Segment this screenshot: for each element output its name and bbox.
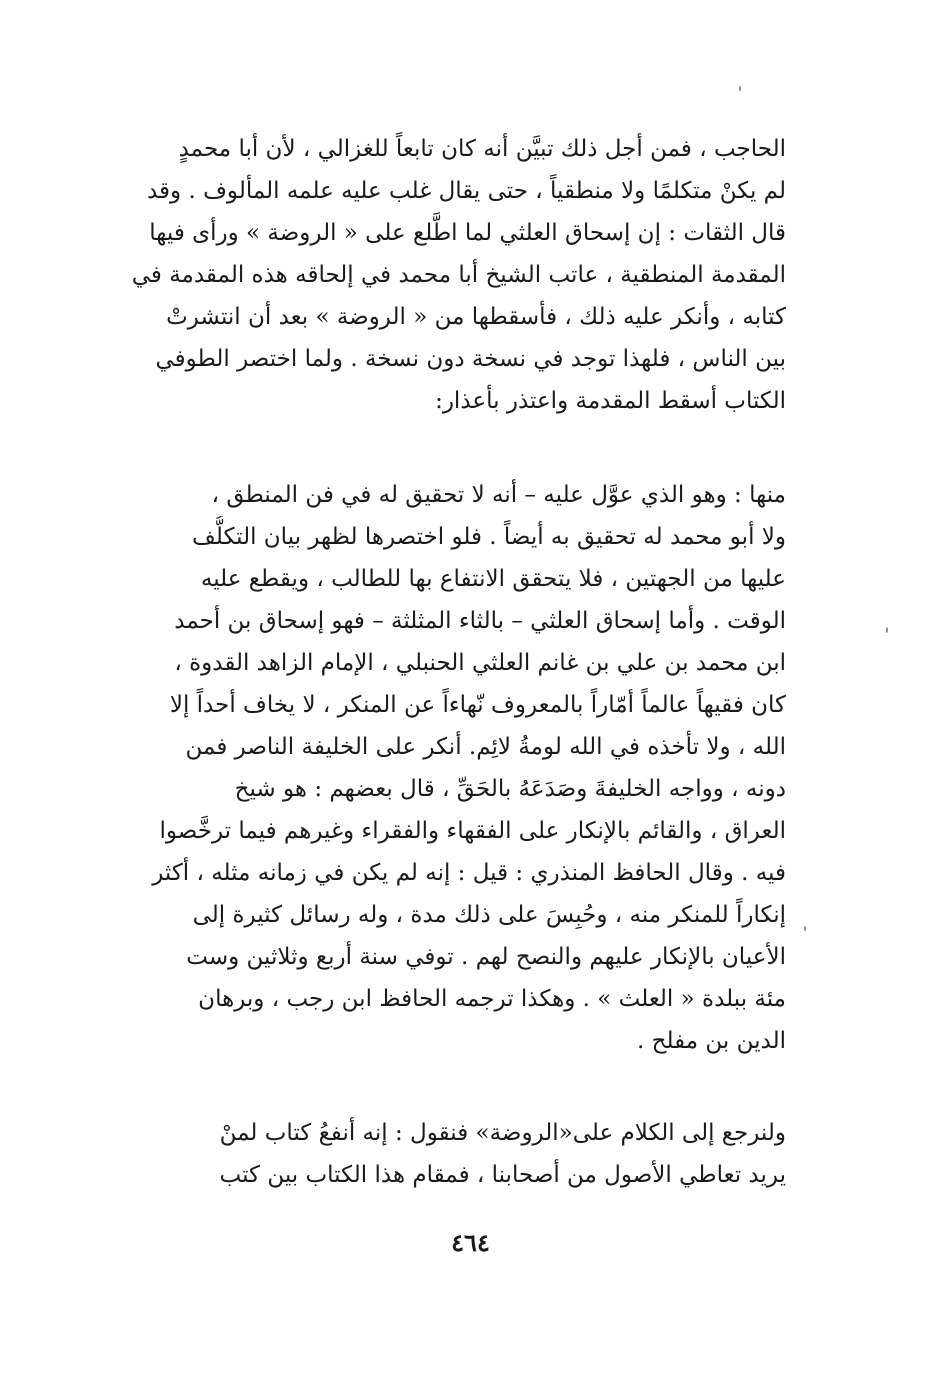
text-line: كان فقيهاً عالماً أمّاراً بالمعروف نّهاءاً عن المنكر ، لا يخاف أحداً إلا (169, 692, 786, 718)
text-line: كتابه ، وأنكر عليه ذلك ، فأسقطها من « الروضة » بعد أن انتشرتْ (166, 304, 786, 330)
paragraph-2 (96, 474, 786, 1062)
text-line: دونه ، وواجه الخليفةَ وصَدَعَهُ بالحَقِّ ، قال بعضهم : هو شيخ (234, 776, 786, 802)
page-number: ٤٦٤ (451, 1228, 490, 1257)
text-line: قال الثقات : إن إسحاق العلثي لما اطَّلع على « الروضة » ورأى فيها (149, 220, 786, 246)
scan-speck (804, 926, 806, 931)
text-line: عليها من الجهتين ، فلا يتحقق الانتفاع بها للطالب ، ويقطع عليه (200, 566, 786, 592)
text-line: منها : وهو الذي عوَّل عليه – أنه لا تحقيق له في فن المنطق ، (211, 482, 786, 508)
text-line: بين الناس ، فلهذا توجد في نسخة دون نسخة . ولما اختصر الطوفي (155, 346, 786, 372)
text-line: فيه . وقال الحافظ المنذري : قيل : إنه لم يكن في زمانه مثله ، أكثر (152, 860, 786, 886)
text-line: ابن محمد بن علي بن غانم العلثي الحنبلي ، الإمام الزاهد القدوة ، (174, 650, 786, 676)
text-line: مئة ببلدة « العلث » . وهكذا ترجمه الحافظ ابن رجب ، وبرهان (198, 986, 786, 1012)
text-line: يريد تعاطي الأصول من أصحابنا ، فمقام هذا الكتاب بين كتب (219, 1162, 786, 1188)
paragraph-1 (96, 128, 786, 422)
text-line: الله ، ولا تأخذه في الله لومةُ لائِم. أنكر على الخليفة الناصر فمن (185, 734, 786, 760)
text-line: ولا أبو محمد له تحقيق به أيضاً . فلو اختصرها لظهر بيان التكلُّف (192, 524, 786, 550)
text-line: ولنرجع إلى الكلام على«الروضة» فنقول : إنه أنفعُ كتاب لمنْ (219, 1120, 786, 1146)
text-line: الكتاب أسقط المقدمة واعتذر بأعذار: (435, 388, 786, 414)
text-line: الأعيان بالإنكار عليهم والنصح لهم . توفي سنة أربع وثلاثين وست (186, 944, 786, 970)
text-line: الوقت . وأما إسحاق العلثي – بالثاء المثلثة – فهو إسحاق بن أحمد (174, 608, 786, 634)
text-line: الحاجب ، فمن أجل ذلك تبيَّن أنه كان تابعاً للغزالي ، لأن أبا محمدٍ (178, 136, 786, 162)
text-line: إنكاراً للمنكر منه ، وحُبِسَ على ذلك مدة ، وله رسائل كثيرة إلى (192, 902, 786, 928)
text-line: الدين بن مفلح . (637, 1028, 786, 1054)
paragraph-3 (96, 1112, 786, 1196)
scan-speck (739, 86, 741, 91)
text-line: العراق ، والقائم بالإنكار على الفقهاء والفقراء وغيرهم فيما ترخَّصوا (159, 818, 786, 844)
text-line: المقدمة المنطقية ، عاتب الشيخ أبا محمد في إلحاقه هذه المقدمة في (131, 262, 786, 288)
scan-speck (886, 627, 888, 633)
text-line: لم يكنْ متكلمًا ولا منطقياً ، حتى يقال غلب عليه علمه المألوف . وقد (146, 178, 786, 204)
